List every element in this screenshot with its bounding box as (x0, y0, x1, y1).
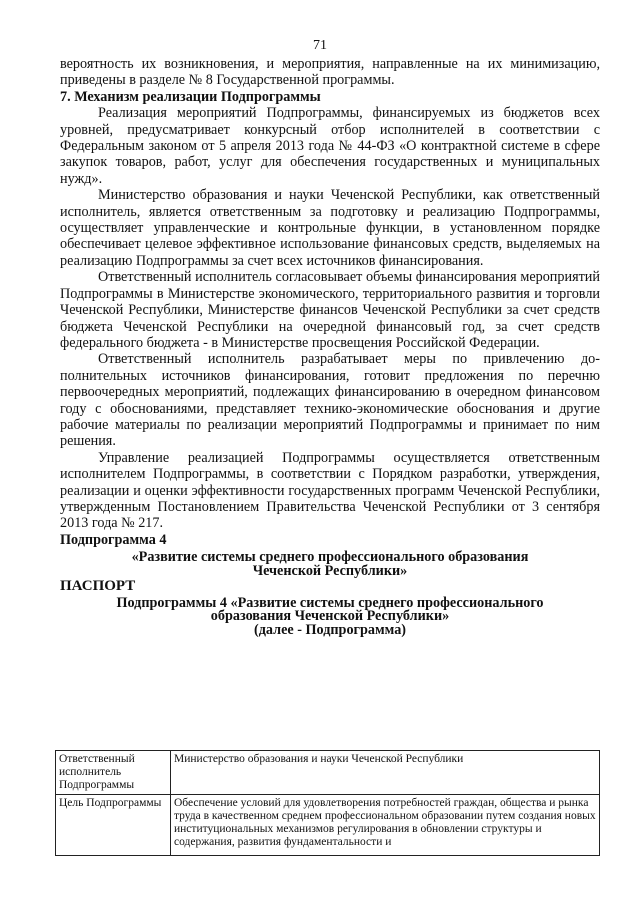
paragraph: Управление реализацией Подпрограммы осуществляется ответственным исполнителем Подпрограммы, в соответствии с Порядком разработки, утверждения, реализации и оценки эффективности государственных программ Чеченской Республики, утвержденным Постановлением Правительства Чеченской Республики от 3 сентября 2013 года № 217. (60, 449, 600, 532)
table-row (56, 795, 600, 856)
subprogram-name (60, 551, 600, 578)
passport-subtitle-line: Подпрограммы 4 «Развитие системы среднего профессионального (116, 594, 544, 611)
paragraph: Ответственный исполнитель разрабатывает меры по привлечению до-полнительных источников финансирования, готовит предложения по перечню первоочередных мероприятий, подлежащих финансированию в очередном финансовом году с обоснованиями, представляет технико-экономические обоснования и другие рабочие материалы по реализации мероприятий Подпрограммы и принимает по ним решения. (60, 351, 600, 450)
passport-subtitle (60, 594, 600, 638)
passport-subtitle-line: образования Чеченской Республики» (210, 608, 450, 625)
paragraph: Министерство образования и науки Чеченской Республики, как ответственный исполнитель, является ответственным за подготовку и реализацию Подпрограммы, осуществляет управленческие и контрольные функции, в установленном порядке обеспечивает целевое эффективное использование финансовых средств, выделяемых на реализацию Подпрограммы за счет всех источников финансирования. (60, 187, 600, 269)
intro-paragraph: вероятность их возникновения, и мероприятия, направленные на их минимизацию, приведены в разделе № 8 Государственной программы. (60, 56, 600, 89)
passport-title: ПАСПОРТ (60, 578, 136, 595)
paragraph: Ответственный исполнитель согласовывает объемы финансирования мероприятий Подпрограммы в Министерстве экономического, территориального развития и торговли Чеченской Республики, Министерстве финансов Чеченской Республики за счет средств бюджета Чеченской Республики на очередной финансовый год, за счет средств федерального бюджета - в Министерстве просвещения Российской Федерации. (60, 269, 600, 351)
table-row (56, 751, 600, 795)
section-title: 7. Механизм реализации Подпрограммы (60, 88, 321, 105)
row-value (171, 795, 600, 856)
passport-subtitle-line: (далее - Подпрограмма) (253, 621, 407, 638)
subprogram-title: Подпрограмма 4 (60, 531, 167, 548)
page-number: 71 (313, 38, 327, 53)
row-value: Министерство образования и науки Чеченской Республики (171, 751, 600, 795)
passport-table (55, 750, 600, 856)
subprogram-name-line: Чеченской Республики» (252, 562, 408, 579)
document-body (60, 56, 600, 637)
row-label: Ответственный исполнитель Подпрограммы (56, 751, 171, 795)
row-label: Цель Подпрограммы (56, 795, 171, 856)
row-value-text: Обеспечение условий для удовлетворения потребностей граждан, общества и рынка труда в качественном среднем профессиональном образовании путем создания новых институциональных механизмов регулирования в обновлении структуры и содержания, развития фундаментальности и (174, 797, 596, 848)
subprogram-name-line: «Развитие системы среднего профессионального образования (131, 549, 529, 566)
paragraph: Реализация мероприятий Подпрограммы, финансируемых из бюджетов всех уровней, предусматривает конкурсный отбор исполнителей в соответствии с Федеральным законом от 5 апреля 2013 года № 44-ФЗ «О контрактной системе в сфере закупок товаров, работ, услуг для обеспечения государственных и муниципальных нужд». (60, 105, 600, 187)
